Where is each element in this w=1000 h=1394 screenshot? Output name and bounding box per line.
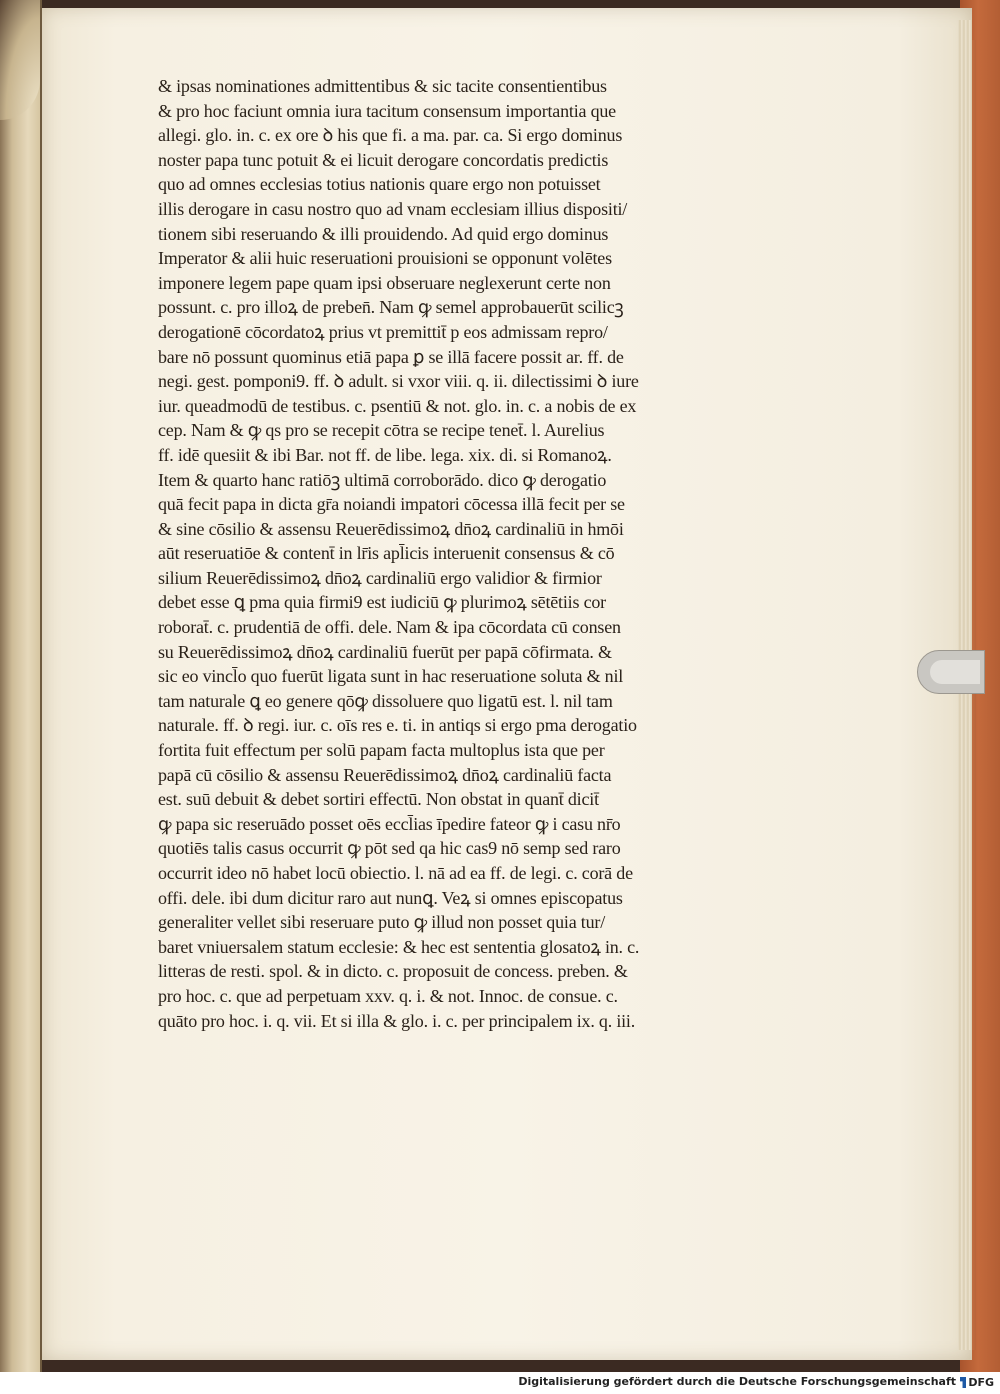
text-line: Item & quarto hanc ratiōꝫ ultimā corroborādo. dico ꝙ derogatio <box>158 469 607 490</box>
text-line: silium Reuerēdissimoꝝ dn̄oꝝ cardinaliū ergo validior & firmior <box>158 567 602 588</box>
text-line: quotiēs talis casus occurrit ꝙ pōt sed qa hic cas9 nō semp sed raro <box>158 838 621 859</box>
text-line: noster papa tunc potuit & ei licuit derogare concordatis predictis <box>158 149 609 170</box>
text-line: quā fecit papa in dicta gr̄a noiandi impatori cōcessa illā fecit per se <box>158 494 625 515</box>
text-line: occurrit ideo nō habet locū obiectio. l. nā ad ea ff. de legi. c. corā de <box>158 863 633 883</box>
text-line: iur. queadmodū de testibus. c. psentiū & not. glo. in. c. a nobis de ex <box>158 395 637 416</box>
dfg-logo <box>960 1375 994 1390</box>
text-line: illis derogare in casu nostro quo ad vnam ecclesiam illius dispositi/ <box>158 198 628 219</box>
text-line: & ipsas nominationes admittentibus & sic tacite consentientibus <box>158 76 607 96</box>
page-clip-inner <box>930 660 980 684</box>
text-line: pro hoc. c. que ad perpetuam xxv. q. i. & not. Innoc. de consue. c. <box>158 985 618 1006</box>
text-line: est. suū debuit & debet sortiri effectū. Non obstat in quant̄ dicit̄ <box>158 789 599 810</box>
text-block <box>158 74 793 1033</box>
text-line: imponere legem pape quam ipsi obseruare neglexerunt certe non <box>158 272 611 293</box>
text-line: debet esse ꝗ pma quia firmi9 est iudiciū ꝙ plurimoꝝ sētētiis cor <box>158 592 606 613</box>
text-line: baret vniuersalem statum ecclesie: & hec est sententia glosatoꝝ in. c. <box>158 936 640 957</box>
text-line: naturale. ff. ꝺ regi. iur. c. oīs res e. ti. in antiqs si ergo pma derogatio <box>158 715 637 736</box>
text-line: generaliter vellet sibi reseruare puto ꝙ illud non posset quia tur/ <box>158 912 605 933</box>
text-line: possunt. c. pro illoꝝ de preben̄. Nam ꝙ semel approbauerūt scilicꝫ <box>158 297 624 318</box>
text-line: Imperator & alii huic reseruationi prouisioni se opponunt volētes <box>158 248 612 269</box>
text-line: su Reuerēdissimoꝝ dn̄oꝝ cardinaliū fuerūt per papā cōfirmata. & <box>158 641 612 662</box>
text-line: allegi. glo. in. c. ex ore ꝺ his que fi. a ma. par. ca. Si ergo dominus <box>158 125 623 146</box>
text-line: sic eo vincl̄o quo fuerūt ligata sunt in hac reseruatione soluta & nil <box>158 666 624 687</box>
text-line: cep. Nam & ꝙ qs pro se recepit cōtra se recipe tenet̄. l. Aurelius <box>158 420 605 441</box>
dfg-logo-text: DFG <box>968 1376 994 1389</box>
text-line: papā cū cōsilio & assensu Reuerēdissimoꝝ dn̄oꝝ cardinaliū facta <box>158 764 612 785</box>
text-line: quo ad omnes ecclesias totius nationis quare ergo non potuisset <box>158 174 601 195</box>
text-line: tionem sibi reseruando & illi prouidendo. Ad quid ergo dominus <box>158 223 609 244</box>
dfg-logo-icon <box>960 1377 966 1388</box>
text-line: tam naturale ꝗ eo genere qōꝙ dissoluere quo ligatū est. l. nil tam <box>158 690 613 711</box>
text-line: litteras de resti. spol. & in dicto. c. proposuit de concess. preben. & <box>158 961 628 982</box>
text-line: derogationē cōcordatoꝝ prius vt premittit̄ p eos admissam repro/ <box>158 321 608 342</box>
previous-leaf-edge <box>0 0 42 1372</box>
text-line: & sine cōsilio & assensu Reuerēdissimoꝝ dn̄oꝝ cardinaliū in hmōi <box>158 518 624 539</box>
text-line: ff. idē quesiit & ibi Bar. not ff. de libe. lega. xix. di. si Romanoꝝ. <box>158 444 612 465</box>
text-line: aūt reseruatiōe & content̄ in lr̄is apl̄icis interuenit consensus & cō <box>158 543 615 564</box>
text-line: roborat̄. c. prudentiā de offi. dele. Nam & ipa cōcordata cū consen <box>158 617 621 638</box>
footer-credit: Digitalisierung gefördert durch die Deutsche Forschungsgemeinschaft <box>518 1375 956 1388</box>
text-line: offi. dele. ibi dum dicitur raro aut nunꝗ. Veꝝ si omnes episcopatus <box>158 887 623 908</box>
text-line: & pro hoc faciunt omnia iura tacitum consensum importantia que <box>158 100 616 121</box>
text-line: bare nō possunt quominus etiā papa ꝑ se illā facere possit ar. ff. de <box>158 346 624 367</box>
text-line: quāto pro hoc. i. q. vii. Et si illa & glo. i. c. per principalem ix. q. iii. <box>158 1010 636 1031</box>
footer-bar <box>0 1372 1000 1394</box>
text-line: fortita fuit effectum per solū papam facta multoplus ista que per <box>158 740 605 761</box>
text-line: negi. gest. pomponi9. ff. ꝺ adult. si vxor viii. q. ii. dilectissimi ꝺ iure <box>158 371 639 392</box>
text-line: ꝙ papa sic reseruādo posset oēs eccl̄ias īpedire fateor ꝙ i casu nr̄o <box>158 813 621 834</box>
